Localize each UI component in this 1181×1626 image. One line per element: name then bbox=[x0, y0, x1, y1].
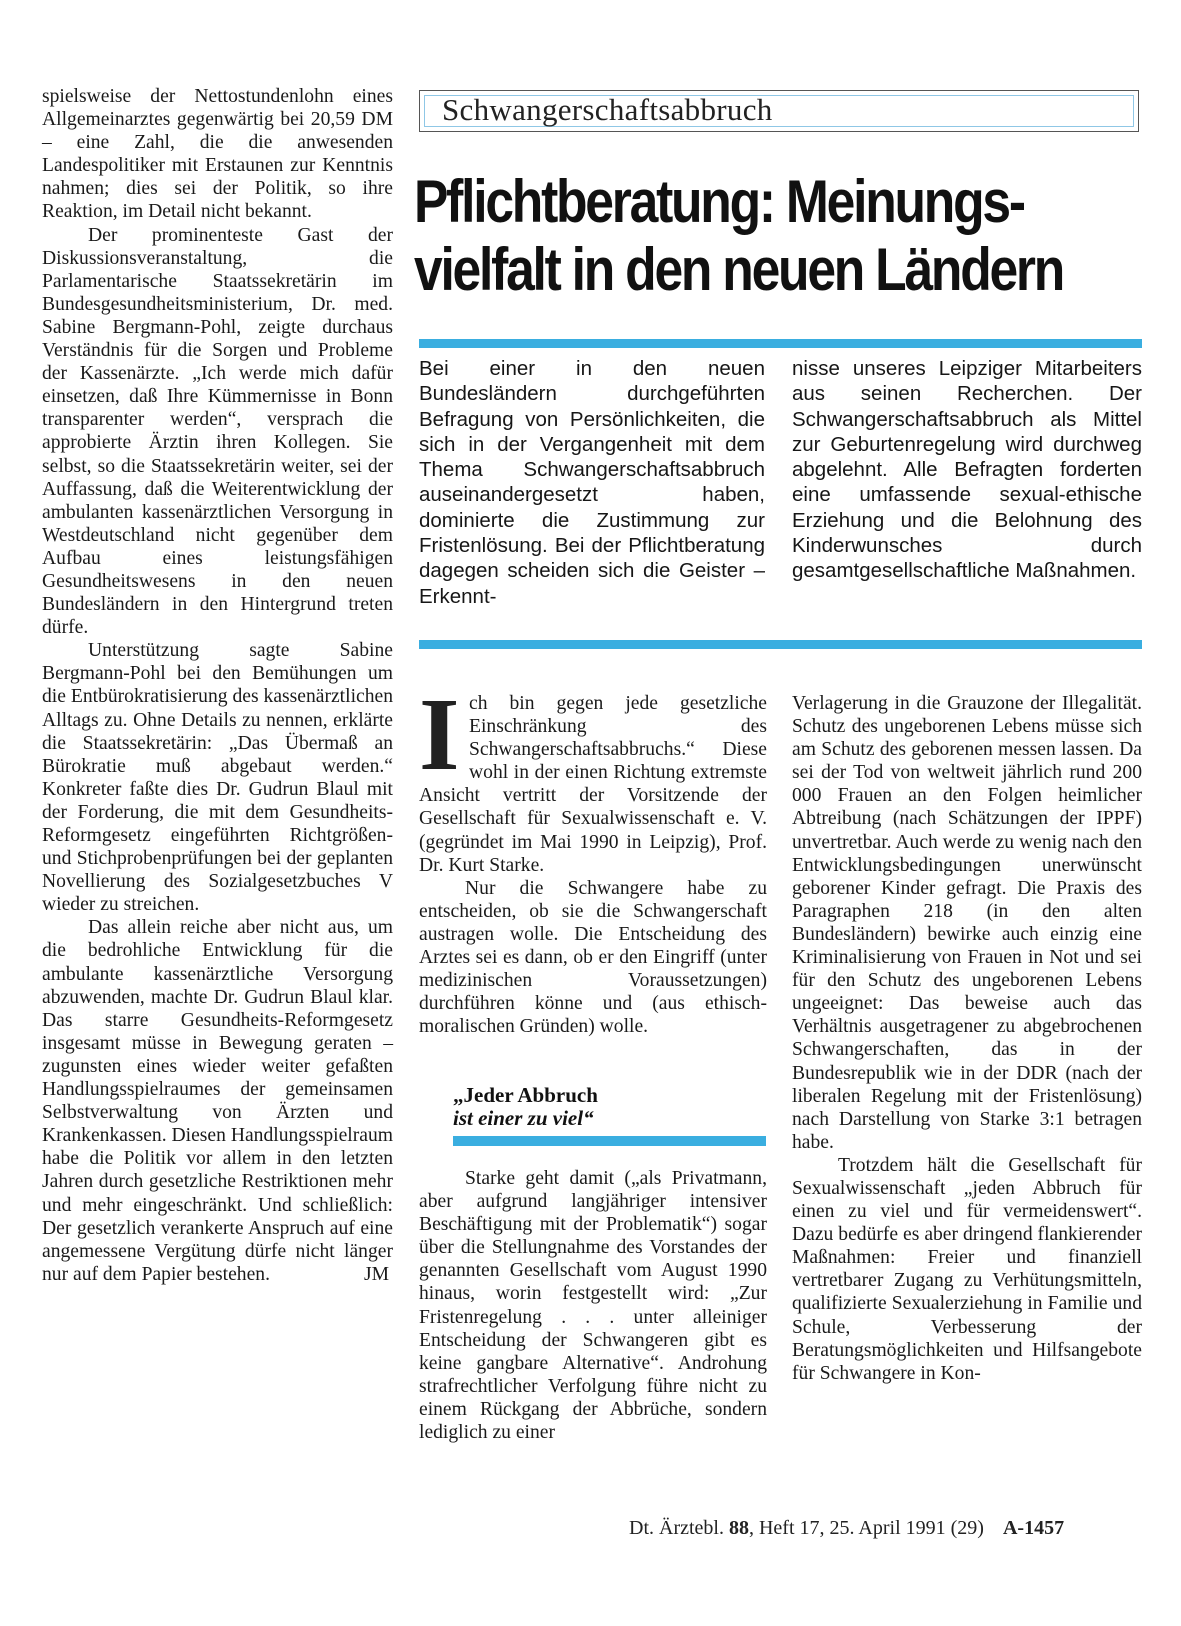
lead-text-left: Bei einer in den neuen Bundesländern durchgeführten Befragung von Persönlichkeiten, die sich in der Vergangenheit mit dem Thema Schwangerschaftsabbruch auseinandergesetzt haben, dominierte die Zustimmung zur Fristenlösung. Bei der Pflichtberatung dagegen scheiden sich die Geister – Erkennt- bbox=[419, 357, 765, 608]
article-headline bbox=[414, 168, 1064, 304]
rubric-label: Schwangerschaftsabbruch bbox=[442, 92, 773, 127]
subheading-rule bbox=[453, 1136, 766, 1146]
left-paragraph-4 bbox=[42, 916, 393, 1286]
author-signature: JM bbox=[363, 1263, 389, 1285]
footer-journal: Dt. Ärztebl. bbox=[629, 1517, 724, 1539]
subheading-line-1: „Jeder Abbruch bbox=[453, 1083, 598, 1107]
subheading-line-2: ist einer zu viel“ bbox=[453, 1106, 594, 1130]
headline-line-2: vielfalt in den neuen Ländern bbox=[414, 236, 1064, 303]
lead-bottom-rule bbox=[419, 640, 1142, 649]
footer-page-number: A-1457 bbox=[1002, 1517, 1065, 1539]
right-paragraph-2: Trotzdem hält die Gesellschaft für Sexualwissenschaft „jeden Abbruch für einen zu viel und für vermeidenswert“. Dazu bedürfe es aber dringend flankierender Maßnahmen: Freier und finanziell vertretbarer Zugang zu Verhütungsmitteln, qualifizierte Sexualerziehung in Familie und Schule, Verbesserung der Beratungsmöglichkeiten und Hilfsangebote für Schwangere in Kon- bbox=[792, 1154, 1142, 1384]
middle-paragraph-1-text: ch bin gegen jede gesetzliche Einschränkung des Schwangerschaftsabbruchs.“ Diese wohl in der einen Richtung extremste Ansicht vertritt der Vorsitzende der Gesellschaft für Sexualwissenschaft e. V. (gegründet im Mai 1990 in Leipzig), Prof. Dr. Kurt Starke. bbox=[419, 693, 767, 876]
page-footer bbox=[629, 1517, 1149, 1540]
right-paragraph-1: Verlagerung in die Grauzone der Illegalität. Schutz des ungeborenen Lebens müsse sich am Schutz des geborenen messen lassen. Da sei der Tod von weltweit jährlich rund 200 000 Frauen an den Folgen heimlicher Abtreibung (nach Schätzungen der IPPF) unvertretbar. Auch werde zu wenig nach den Entwicklungsbedingungen unerwünscht geborener Kinder gefragt. Die Praxis des Paragraphen 218 (in den alten Bundesländern) bewirke auch einzig eine Kriminalisierung von Frauen in Not und sei für den Schutz des ungeborenen Lebens ungeeignet: Das beweise auch das Verhältnis ausgetragener zu abgebrochenen Schwangerschaften, das in der Bundesrepublik wie in der DDR (nach der liberalen Regelung mit der Fristenlösung) nach Darstellung von Starke 3:1 betragen habe. bbox=[792, 693, 1142, 1153]
rubric-box bbox=[419, 90, 1139, 132]
lead-top-rule bbox=[419, 339, 1142, 348]
left-column bbox=[42, 85, 393, 1286]
right-column bbox=[792, 692, 1142, 1385]
footer-issue: , Heft 17, 25. April 1991 (29) bbox=[748, 1517, 984, 1539]
middle-column-lower bbox=[419, 1167, 767, 1444]
middle-paragraph-1 bbox=[419, 677, 767, 877]
lead-text-right: nisse unseres Leipziger Mitarbeiters aus seinen Recherchen. Der Schwangerschaftsabbruch als Mittel zur Geburtenregelung wird durchweg abgelehnt. Alle Befragten forderten eine umfassende sexual-ethische Erziehung und die Belohnung des Kinderwunsches durch gesamtgesellschaftliche Maßnahmen. bbox=[792, 357, 1142, 583]
footer-volume: 88 bbox=[728, 1517, 749, 1539]
left-paragraph-4-text: Das allein reiche aber nicht aus, um die bedrohliche Entwicklung für die ambulante kassenärztliche Versorgung abzuwenden, machte Dr. Gudrun Blaul klar. Das starre Gesundheits-Reformgesetz insgesamt müsse in Bewegung geraten – zugunsten eines wieder weiter gefaßten Handlungsspielraumes der gemeinsamen Selbstverwaltung von Ärzten und Krankenkassen. Diesen Handlungsspielraum habe die Politik vor allem in den letzten Jahren durch gesetzliche Restriktionen mehr und mehr eingeschränkt. Und schließlich: Der gesetzlich verankerte Anspruch auf eine angemessene Vergütung dürfe nicht länger nur auf dem Papier bestehen. bbox=[42, 917, 393, 1285]
left-paragraph-3: Unterstützung sagte Sabine Bergmann-Pohl bei den Bemühungen um die Entbürokratisierung des kassenärztlichen Alltags zu. Ohne Details zu nennen, erklärte die Staatssekretärin: „Das Übermaß an Bürokratie muß abgebaut werden.“ Konkreter faßte dies Dr. Gudrun Blaul mit der Forderung, die mit dem Gesundheits-Reformgesetz eingeführten Richtgrößen- und Stichprobenprüfungen bei der geplanten Novellierung des Sozialgesetzbuches V wieder zu streichen. bbox=[42, 640, 393, 916]
drop-cap: I bbox=[419, 677, 460, 792]
left-paragraph-1: spielsweise der Nettostundenlohn eines Allgemeinarztes gegenwärtig bei 20,59 DM – eine Zahl, die die anwesenden Landespolitiker mit Erstaunen zur Kenntnis nahmen; dies sei der Politik, so ihre Reaktion, im Detail nicht bekannt. bbox=[42, 86, 393, 223]
subheading bbox=[419, 1083, 767, 1129]
headline-line-1: Pflichtberatung: Meinungs- bbox=[414, 168, 1024, 235]
middle-paragraph-3: Starke geht damit („als Privatmann, aber aufgrund langjähriger intensiver Beschäftigung mit der Problematik“) sogar über die Stellungnahme des Vorstandes der genannten Gesellschaft vom August 1990 hinaus, worin festgestellt wird: „Zur Fristenregelung . . . unter alleiniger Entscheidung der Schwangeren gibt es keine gangbare Alternative“. Androhung strafrechtlicher Verfolgung führe nicht zu einem Rückgang der Abbrüche, sondern lediglich zu einer bbox=[419, 1168, 767, 1444]
left-paragraph-2: Der prominenteste Gast der Diskussionsveranstaltung, die Parlamentarische Staatssekretärin im Bundesgesundheitsministerium, Dr. med. Sabine Bergmann-Pohl, zeigte durchaus Verständnis für die Sorgen und Probleme der Kassenärzte. „Ich werde mich dafür einsetzen, daß Ihre Kümmernisse in Bonn transparenter werden“, versprach die approbierte Ärztin ihren Kollegen. Sie selbst, so die Staatssekretärin weiter, sei der Auffassung, daß die Weiterentwicklung der ambulanten kassenärztlichen Versorgung in Westdeutschland nicht gegenüber dem Aufbau eines leistungsfähigen Gesundheitswesens in den neuen Bundesländern in den Hintergrund treten dürfe. bbox=[42, 224, 393, 639]
middle-paragraph-2: Nur die Schwangere habe zu entscheiden, ob sie die Schwangerschaft austragen wolle. Die Entscheidung des Arztes sei es dann, ob er den Eingriff (unter medizinischen Voraussetzungen) durchführen könne und (aus ethisch-moralischen Gründen) wolle. bbox=[419, 877, 767, 1038]
middle-column bbox=[419, 677, 767, 1038]
